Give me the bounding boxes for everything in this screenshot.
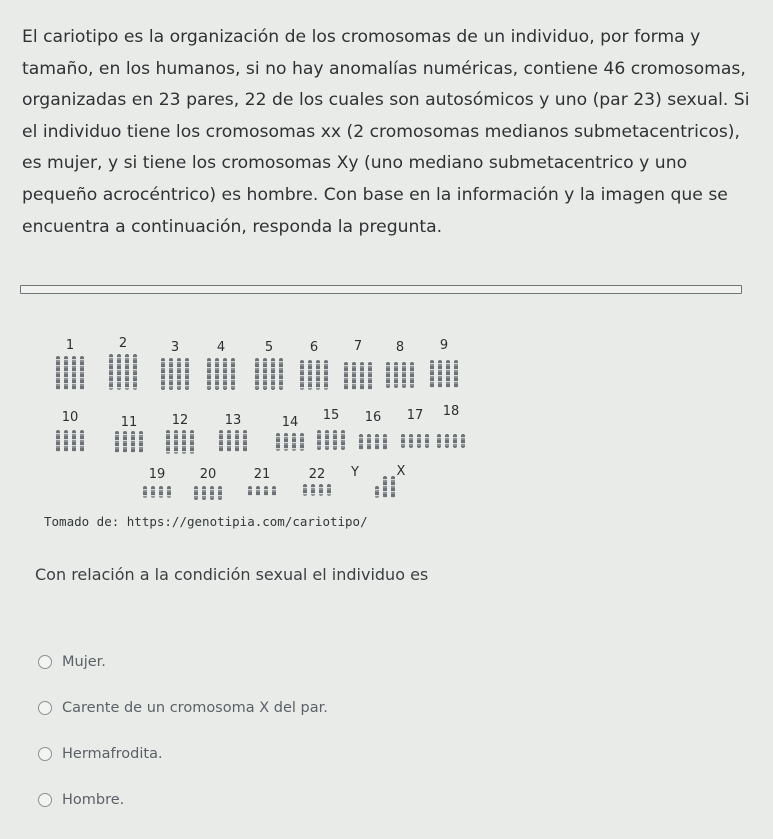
question-prompt: Con relación a la condición sexual el individuo es bbox=[35, 565, 429, 584]
option-label: Mujer. bbox=[62, 654, 106, 670]
chromosome-pair bbox=[317, 430, 345, 450]
chromosome-pair bbox=[143, 486, 171, 498]
radio-icon[interactable] bbox=[38, 793, 52, 807]
chromosome-number: 12 bbox=[171, 413, 189, 428]
chromosome-pair bbox=[430, 360, 458, 388]
chromosome-number: 18 bbox=[442, 404, 460, 419]
chromosome-number: 2 bbox=[118, 336, 128, 351]
chromosome-pair bbox=[300, 360, 328, 390]
chromosome-number: X bbox=[396, 464, 406, 479]
chromosome-pair bbox=[344, 362, 372, 390]
chromosome-pair bbox=[248, 486, 276, 496]
chromosome-pair bbox=[109, 354, 137, 390]
chromosome-pair bbox=[276, 433, 304, 451]
chromosome-pair bbox=[359, 434, 387, 450]
karyotype-image bbox=[55, 330, 475, 510]
chromosome-pair bbox=[401, 434, 429, 448]
question-text: El cariotipo es la organización de los cromosomas de un individuo, por forma y tamaño, en los humanos, si no hay anomalías numéricas, contiene 46 cromosomas, organizadas en 23 pares, 22 de los cuales son autosómicos y uno (par 23) sexual. Si el individuo tiene los cromosomas xx (2 cromosomas medianos submetacentricos), es mujer, y si tiene los cromosomas Xy (uno mediano submetacentrico y uno pequeño acrocéntrico) es hombre. Con base en la información y la imagen que se encuentra a continuación, responda la pregunta. bbox=[22, 27, 750, 237]
chromosome-number: 17 bbox=[406, 408, 424, 423]
chromosome-pair bbox=[194, 486, 222, 500]
chromosome-number: 6 bbox=[309, 340, 319, 355]
chromosome-number: 10 bbox=[61, 410, 79, 425]
chromosome-pair bbox=[219, 430, 247, 452]
chromosome-number: 16 bbox=[364, 410, 382, 425]
radio-icon[interactable] bbox=[38, 701, 52, 715]
option-label: Hermafrodita. bbox=[62, 746, 163, 762]
chromosome-number: 11 bbox=[120, 415, 138, 430]
chromosome-pair bbox=[437, 434, 465, 448]
chromosome-number: 1 bbox=[65, 338, 75, 353]
chromosome-pair bbox=[303, 484, 331, 496]
chromosome-pair bbox=[255, 358, 283, 390]
radio-icon[interactable] bbox=[38, 747, 52, 761]
sex-chromosome-pair bbox=[375, 476, 395, 498]
image-source-caption: Tomado de: https://genotipia.com/cariotipo/ bbox=[44, 514, 368, 529]
option-hermafrodita[interactable] bbox=[38, 746, 163, 762]
option-label: Carente de un cromosoma X del par. bbox=[62, 700, 328, 716]
chromosome-number: 20 bbox=[199, 467, 217, 482]
chromosome-number: 14 bbox=[281, 415, 299, 430]
separator-bar bbox=[20, 285, 742, 294]
chromosome-number: 5 bbox=[264, 340, 274, 355]
chromosome-number: 21 bbox=[253, 467, 271, 482]
option-label: Hombre. bbox=[62, 792, 125, 808]
chromosome-number: 13 bbox=[224, 413, 242, 428]
option-mujer[interactable] bbox=[38, 654, 106, 670]
chromosome-number: Y bbox=[351, 465, 359, 480]
chromosome-number: 15 bbox=[322, 408, 340, 423]
option-carente-x[interactable] bbox=[38, 700, 328, 716]
chromosome-number: 3 bbox=[170, 340, 180, 355]
chromosome-pair bbox=[115, 431, 143, 453]
chromosome-pair bbox=[207, 358, 235, 390]
chromosome-number: 7 bbox=[353, 339, 363, 354]
chromosome-pair bbox=[56, 430, 84, 452]
chromosome-pair bbox=[386, 362, 414, 388]
chromosome-number: 22 bbox=[308, 467, 326, 482]
chromosome-pair bbox=[56, 356, 84, 390]
option-hombre[interactable] bbox=[38, 792, 124, 808]
chromosome-number: 19 bbox=[148, 467, 166, 482]
chromosome-pair bbox=[166, 430, 194, 454]
chromosome-number: 9 bbox=[439, 338, 449, 353]
radio-icon[interactable] bbox=[38, 655, 52, 669]
chromosome-pair bbox=[161, 358, 189, 390]
chromosome-number: 4 bbox=[216, 340, 226, 355]
chromosome-number: 8 bbox=[395, 340, 405, 355]
